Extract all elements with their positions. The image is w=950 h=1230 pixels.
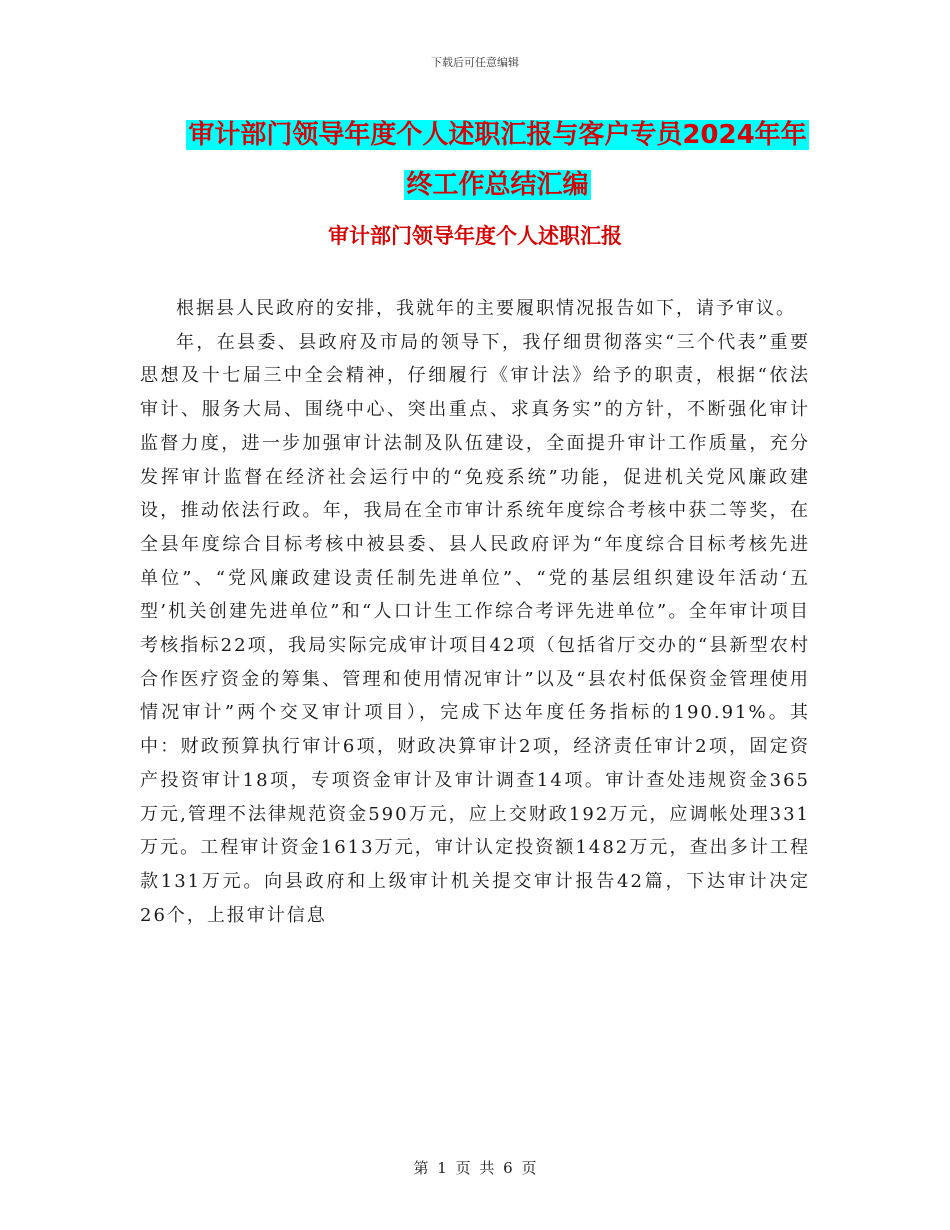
body-text — [140, 292, 810, 932]
document-title-line-1: 审计部门领导年度个人述职汇报与客户专员2024年年 — [188, 120, 807, 150]
paragraph-1: 根据县人民政府的安排，我就年的主要履职情况报告如下，请予审议。 — [176, 298, 796, 319]
paragraph-2: 年，在县委、县政府及市局的领导下，我仔细贯彻落实“三个代表”重要思想及十七届三中全会精神，仔细履行《审计法》给予的职责，根据“依法审计、服务大局、围绕中心、突出重点、求真务实”的方针，不断强化审计监督力度，进一步加强审计法制及队伍建设，全面提升审计工作质量，充分发挥审计监督在经济社会运行中的“免疫系统”功能，促进机关党风廉政建设，推动依法行政。年，我局在全市审计系统年度综合考核中获二等奖，在全县年度综合目标考核中被县委、县人民政府评为“年度综合目标考核先进单位”、“党风廉政建设责任制先进单位”、“党的基层组织建设年活动‘五型’机关创建先进单位”和“人口计生工作综合考评先进单位”。全年审计项目考核指标22项，我局实际完成审计项目42项（包括省厅交办的“县新型农村合作医疗资金的筹集、管理和使用情况审计”以及“县农村低保资金管理使用情况审计”两个交叉审计项目），完成下达年度任务指标的190.91%。其中：财政预算执行审计6项，财政决算审计2项，经济责任审计2项，固定资产投资审计18项，专项资金审计及审计调查14项。审计查处违规资金365万元,管理不法律规范资金590万元，应上交财政192万元，应调帐处理331万元。工程审计资金1613万元，审计认定投资额1482万元，查出多计工程款131万元。向县政府和上级审计机关提交审计报告42篇，下达审计决定26个，上报审计信息 — [140, 331, 810, 926]
document-title-line-2: 终工作总结汇编 — [406, 170, 589, 200]
header-note: 下载后可任意编辑 — [431, 56, 519, 69]
document-title — [185, 110, 810, 210]
page-footer: 第 1 页 共 6 页 — [413, 1159, 537, 1177]
section-title: 审计部门领导年度个人述职汇报 — [328, 224, 622, 248]
